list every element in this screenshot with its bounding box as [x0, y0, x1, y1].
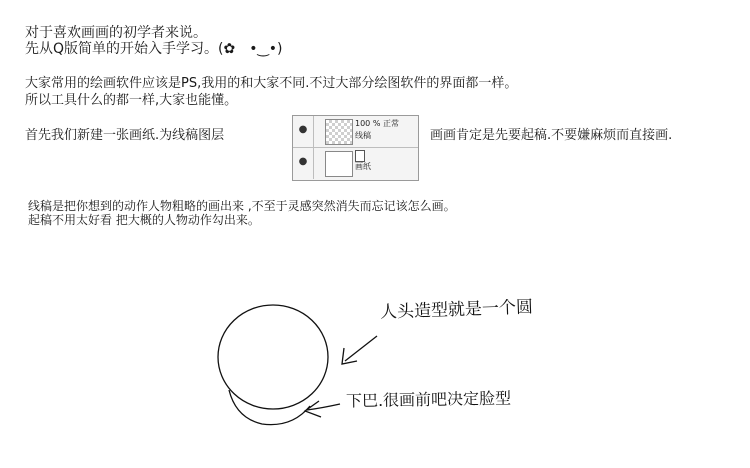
head-circle — [218, 305, 328, 409]
eye-icon[interactable]: ● — [298, 124, 308, 135]
chin-curve — [229, 390, 310, 425]
eye-icon[interactable]: ● — [298, 156, 308, 167]
step-text-before-panel: 首先我们新建一张画纸.为线稿图层 — [25, 128, 225, 143]
chin-arrow-shaft — [307, 404, 340, 410]
layer-name-paper: 画纸 — [355, 162, 371, 171]
notes-line-2: 起稿不用太好看 把大概的人物动作勾出来。 — [28, 213, 260, 227]
layer-name-line-art: 线稿 — [355, 131, 371, 140]
head-arrow-head — [342, 348, 357, 364]
head-note: 人头造型就是一个圆 — [379, 297, 534, 323]
software-line-1: 大家常用的绘画软件应该是PS,我用的和大家不同.不过大部分绘图软件的界面都一样。 — [25, 76, 518, 91]
layer-opacity-mode: 100 % 正常 — [355, 119, 399, 128]
intro-line-2: 先从Q版简单的开始入手学习。(✿ •‿•) — [25, 41, 283, 57]
chin-note: 下巴.很画前吧决定脸型 — [345, 388, 512, 411]
notes-line-1: 线稿是把你想到的动作人物粗略的画出来 ,不至于灵感突然消失而忘记该怎么画。 — [28, 199, 456, 213]
head-arrow-shaft — [345, 336, 377, 361]
intro-line-1: 对于喜欢画画的初学者来说。 — [25, 25, 207, 41]
software-line-2: 所以工具什么的都一样,大家也能懂。 — [25, 93, 238, 108]
step-text-after-panel: 画画肯定是先要起稿.不要嫌麻烦而直接画. — [430, 128, 673, 143]
